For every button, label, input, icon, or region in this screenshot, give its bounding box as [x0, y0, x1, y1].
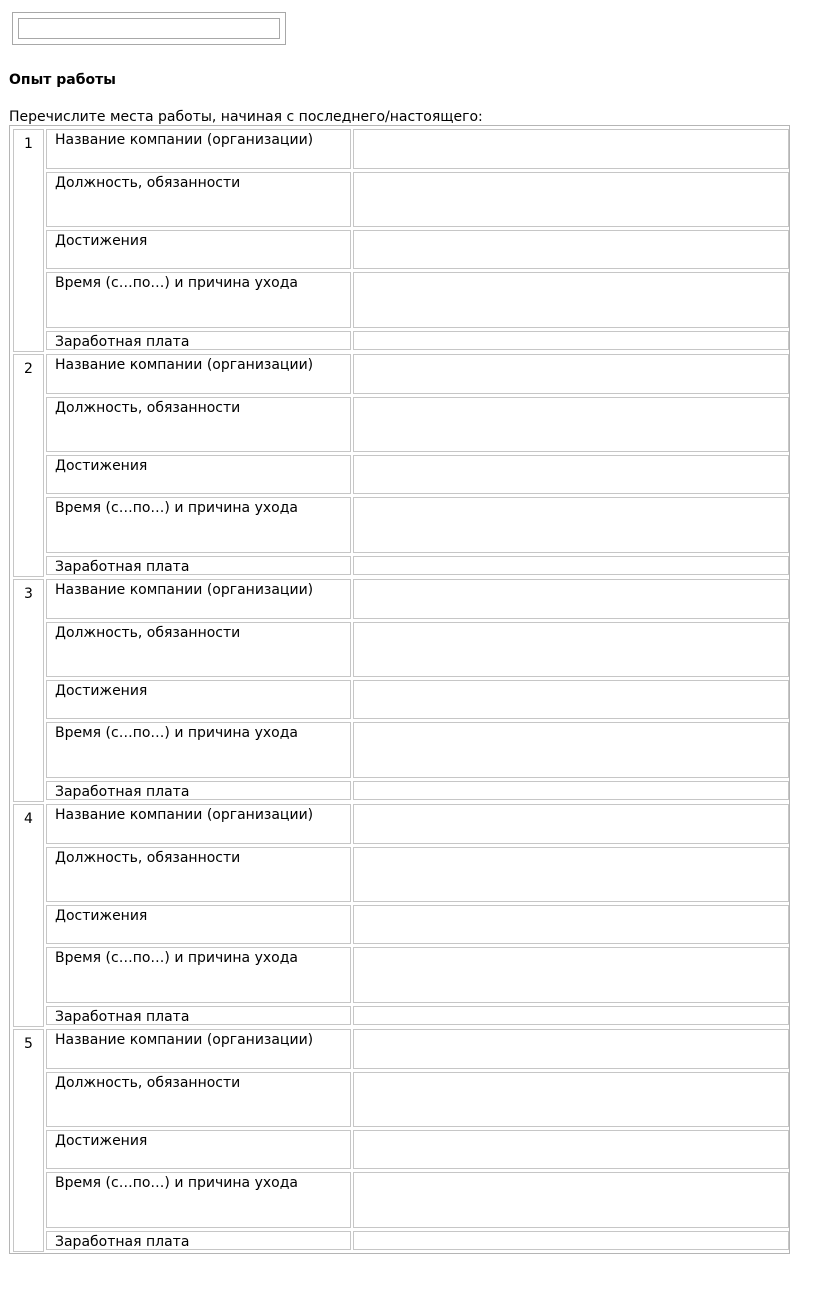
intro-text: Перечислите места работы, начиная с последнего/настоящего:: [9, 109, 483, 125]
field-input-position-duties[interactable]: [353, 622, 789, 677]
field-input-period-reason[interactable]: [353, 1172, 789, 1228]
field-label-salary: Заработная плата: [46, 556, 351, 575]
field-input-position-duties[interactable]: [353, 847, 789, 902]
field-input-salary[interactable]: [353, 331, 789, 350]
field-input-company-name[interactable]: [353, 1029, 789, 1069]
field-label-company-name: Название компании (организации): [46, 804, 351, 844]
field-label-company-name: Название компании (организации): [46, 1029, 351, 1069]
field-input-salary[interactable]: [353, 1231, 789, 1250]
field-label-achievements: Достижения: [46, 455, 351, 494]
field-label-period-reason: Время (с…по…) и причина ухода: [46, 1172, 351, 1228]
field-input-achievements[interactable]: [353, 905, 789, 944]
section-title: Опыт работы: [9, 72, 116, 88]
field-input-company-name[interactable]: [353, 354, 789, 394]
work-experience-table: [9, 125, 790, 1254]
field-label-achievements: Достижения: [46, 1130, 351, 1169]
field-input-salary[interactable]: [353, 781, 789, 800]
entry-number: 2: [13, 354, 44, 577]
field-input-period-reason[interactable]: [353, 272, 789, 328]
field-label-salary: Заработная плата: [46, 331, 351, 350]
field-label-achievements: Достижения: [46, 680, 351, 719]
field-label-company-name: Название компании (организации): [46, 354, 351, 394]
field-label-position-duties: Должность, обязанности: [46, 397, 351, 452]
field-input-company-name[interactable]: [353, 804, 789, 844]
top-text-box[interactable]: [12, 12, 286, 45]
field-input-achievements[interactable]: [353, 455, 789, 494]
field-label-period-reason: Время (с…по…) и причина ухода: [46, 722, 351, 778]
field-label-period-reason: Время (с…по…) и причина ухода: [46, 497, 351, 553]
field-label-position-duties: Должность, обязанности: [46, 1072, 351, 1127]
field-input-company-name[interactable]: [353, 129, 789, 169]
field-label-company-name: Название компании (организации): [46, 579, 351, 619]
entry-number: 1: [13, 129, 44, 352]
field-input-period-reason[interactable]: [353, 947, 789, 1003]
field-input-company-name[interactable]: [353, 579, 789, 619]
field-label-achievements: Достижения: [46, 905, 351, 944]
field-input-period-reason[interactable]: [353, 497, 789, 553]
field-input-achievements[interactable]: [353, 230, 789, 269]
field-label-achievements: Достижения: [46, 230, 351, 269]
field-input-position-duties[interactable]: [353, 172, 789, 227]
entry-number: 3: [13, 579, 44, 802]
field-label-salary: Заработная плата: [46, 781, 351, 800]
field-label-salary: Заработная плата: [46, 1006, 351, 1025]
field-label-position-duties: Должность, обязанности: [46, 172, 351, 227]
field-input-salary[interactable]: [353, 556, 789, 575]
field-input-salary[interactable]: [353, 1006, 789, 1025]
field-label-company-name: Название компании (организации): [46, 129, 351, 169]
entry-number: 5: [13, 1029, 44, 1252]
field-input-period-reason[interactable]: [353, 722, 789, 778]
field-input-position-duties[interactable]: [353, 1072, 789, 1127]
field-label-position-duties: Должность, обязанности: [46, 847, 351, 902]
field-label-salary: Заработная плата: [46, 1231, 351, 1250]
field-input-position-duties[interactable]: [353, 397, 789, 452]
field-label-period-reason: Время (с…по…) и причина ухода: [46, 272, 351, 328]
top-text-box-inner: [18, 18, 280, 39]
field-label-period-reason: Время (с…по…) и причина ухода: [46, 947, 351, 1003]
entry-number: 4: [13, 804, 44, 1027]
field-input-achievements[interactable]: [353, 680, 789, 719]
field-input-achievements[interactable]: [353, 1130, 789, 1169]
field-label-position-duties: Должность, обязанности: [46, 622, 351, 677]
